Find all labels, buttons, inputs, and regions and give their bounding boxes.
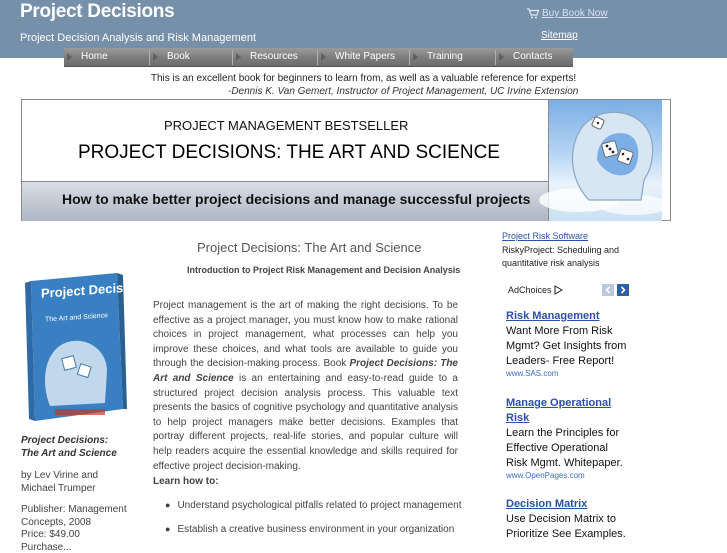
adchoices-icon[interactable] (554, 285, 563, 295)
book-authors-line1: by Lev Virine and (21, 470, 99, 481)
book-purchase-link[interactable]: Purchase... (21, 542, 72, 553)
book-authors-line2: Michael Trumper (21, 483, 96, 494)
testimonial-author: -Dennis K. Van Gemert, Instructor of Project Management, UC Irvine Extension (228, 86, 579, 97)
buy-now-label[interactable]: Buy Book Now (542, 8, 608, 19)
ad-body-line: Risk Mgmt. Whitepaper. (506, 457, 623, 469)
project-risk-software-desc: RiskyProject: Scheduling and quantitative risk analysis (502, 245, 620, 268)
ad-decision-matrix-title[interactable]: Decision Matrix (506, 498, 588, 510)
book-price: Price: $49.00 (21, 529, 80, 540)
book-authors (21, 469, 98, 495)
nav-contacts[interactable]: Contacts (496, 48, 573, 67)
intro-text: Project management is the art of making the right decisions. To be effective as a project manager, you must know how to make rational choices in project management, what processes can help you improve these choices, and what tools are available to guide you through the decision-making process. Book (153, 300, 458, 370)
ad-body-line: Effective Operational (506, 442, 608, 454)
intro-paragraph (153, 299, 458, 474)
book-cover-title: Project Decisions (41, 278, 150, 301)
ad-operational-risk-url[interactable]: www.OpenPages.com (506, 471, 585, 480)
testimonial-quote: This is an excellent book for beginners to learn from, as well as a valuable reference for experts! (150, 73, 577, 84)
ad-risk-management-title[interactable]: Risk Management (506, 310, 600, 322)
ad-body-line: Use Decision Matrix to (506, 513, 617, 525)
ad-next-arrow-icon[interactable] (617, 284, 629, 296)
ad-operational-risk-title[interactable] (506, 396, 611, 426)
book-cover-subtitle: The Art and Science (45, 312, 108, 324)
list-item-text: Establish a creative business environment in your organization (177, 524, 455, 535)
list-item (165, 500, 462, 511)
nav-resources[interactable]: Resources (233, 48, 318, 67)
ad-body-line: Leaders- Free Report! (506, 355, 615, 367)
ad-body-line: Mgmt? Get Insights from (506, 340, 627, 352)
ad-risk-management-body (506, 324, 636, 369)
ad-risk-management-url[interactable]: www.SAS.com (506, 369, 559, 378)
book-cover-image[interactable] (25, 271, 150, 423)
book-publisher (21, 503, 127, 529)
book-title-line2: The Art and Science (21, 448, 117, 459)
nav-training[interactable]: Training (410, 48, 496, 67)
main-title: Project Decisions: The Art and Science (197, 240, 422, 255)
banner-kicker: PROJECT MANAGEMENT BESTSELLER (164, 118, 409, 133)
main-nav (64, 48, 573, 67)
intro-text-rest: is an entertaining and easy-to-read guide to a structured project decision analysis process. This valuable text presents the basics of cognitive psychology and quantitative analysis to help project managers make better decisions. Examples that portray different projects, real-life stories, and popular culture will help readers acquire the essential knowledge and skills required for effective project decision-making. (153, 372, 458, 472)
ad-title-line[interactable]: Risk (506, 412, 530, 424)
ad-body-line: Prioritize See Examples. (506, 528, 626, 540)
adchoices-label[interactable] (508, 285, 563, 295)
ad-body-line: Want More From Risk (506, 325, 613, 337)
site-title[interactable]: Project Decisions (20, 1, 175, 22)
nav-book[interactable]: Book (150, 48, 233, 67)
intro-book-title: Project Decisions: The Art and Science (153, 358, 458, 384)
list-item (165, 524, 454, 535)
banner-tagline: How to make better project decisions and manage successful projects (62, 191, 531, 207)
learn-how-heading: Learn how to: (153, 476, 219, 487)
head-dice-illustration (548, 100, 662, 221)
book-title (21, 434, 117, 460)
ad-operational-risk-body (506, 426, 636, 471)
banner-title: PROJECT DECISIONS: THE ART AND SCIENCE (78, 142, 500, 163)
hero-banner (21, 99, 671, 221)
project-risk-software-link[interactable]: Project Risk Software (502, 231, 589, 241)
banner-tagline-strip (22, 181, 550, 221)
ad-decision-matrix-body (506, 512, 636, 542)
shopping-cart-icon (527, 8, 539, 19)
main-subtitle: Introduction to Project Risk Management and Decision Analysis (187, 265, 461, 275)
nav-home[interactable]: Home (64, 48, 150, 67)
adchoices-text[interactable]: AdChoices (508, 285, 552, 295)
sitemap-link[interactable]: Sitemap (541, 30, 578, 41)
bullet-icon: ● (165, 500, 171, 510)
nav-white-papers[interactable]: White Papers (318, 48, 410, 67)
book-publisher-line2: Concepts, 2008 (21, 517, 92, 528)
list-item-text: Understand psychological pitfalls related to project management (177, 500, 462, 511)
site-subtitle: Project Decision Analysis and Risk Management (20, 32, 257, 44)
buy-book-now-link[interactable] (527, 8, 608, 19)
book-title-line1: Project Decisions: (21, 435, 109, 446)
ad-body-line: Learn the Principles for (506, 427, 620, 439)
bullet-icon: ● (165, 524, 171, 534)
book-publisher-line1: Publisher: Management (21, 504, 127, 515)
ad-prev-arrow-icon[interactable] (602, 284, 614, 296)
ad-title-line[interactable]: Manage Operational (506, 397, 612, 409)
